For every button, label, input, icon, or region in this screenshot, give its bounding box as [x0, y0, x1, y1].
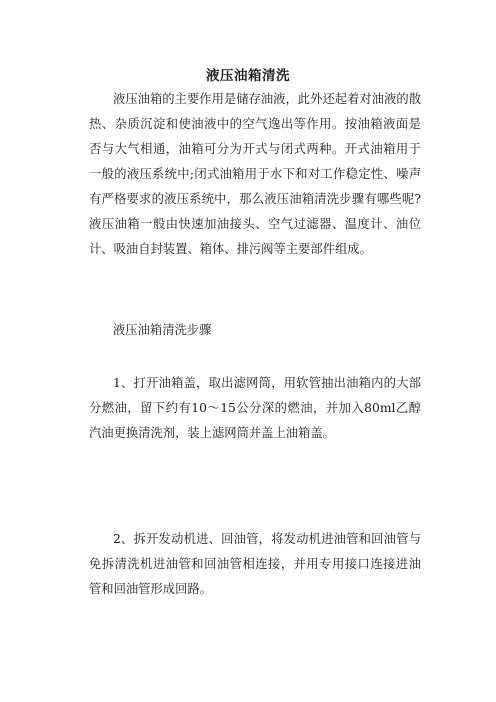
step-paragraph: 1、打开油箱盖，取出滤网筒，用软管抽出油箱内的大部分燃油，留下约有10～15公分深的燃油，并加入80ml乙醇汽油更换清洗剂，装上滤网筒并盖上油箱盖。 — [89, 376, 421, 440]
intro-paragraph: 液压油箱的主要作用是储存油液，此外还起着对油液的散热、杂质沉淀和使油液中的空气逸出等作用。按油箱液面是否与大气相通，油箱可分为开式与闭式两种。开式油箱用于一般的液压系统中;闭式油箱用于水下和对工作稳定性、噪声有严格要求的液压系统中，那么液压油箱清洗步骤有哪些呢?液压油箱一般由快速加油接头、空气过滤器、温度计、油位计、吸油自封装置、箱体、排污阀等主要部件组成。 — [89, 92, 421, 256]
document-title: 液压油箱清洗 — [206, 68, 290, 84]
section-heading: 液压油箱清洗步骤 — [113, 323, 212, 337]
step-paragraph: 2、拆开发动机进、回油管，将发动机进油管和回油管与免拆清洗机进油管和回油管相连接，并用专用接口连接进油管和回油管形成回路。 — [89, 532, 421, 596]
